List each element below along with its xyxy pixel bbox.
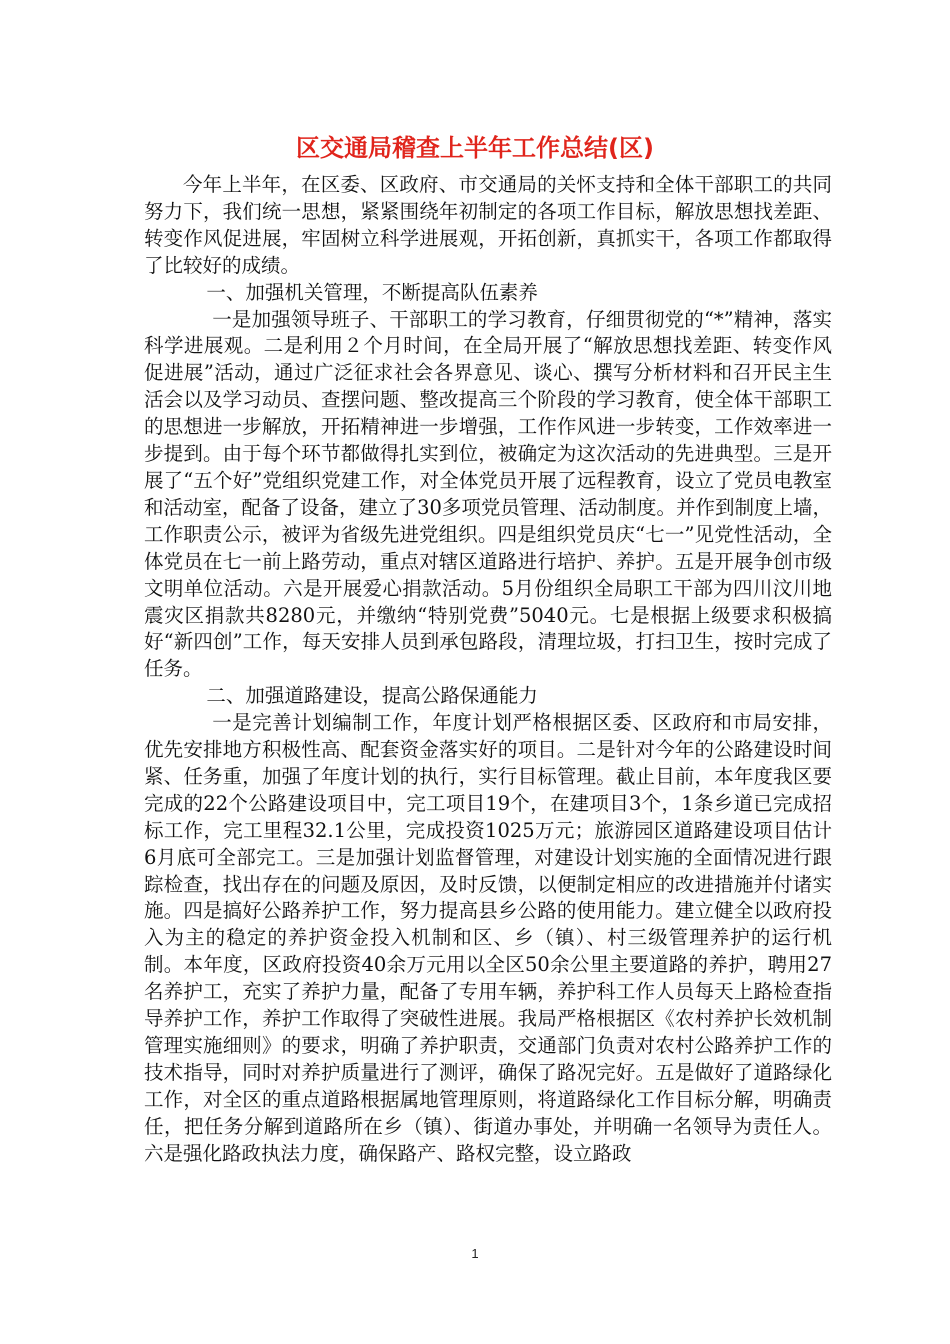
- document-title: 区交通局稽查上半年工作总结(区): [296, 134, 654, 162]
- section-2-paragraph: 一是完善计划编制工作，年度计划严格根据区委、区政府和市局安排，优先安排地方积极性高、配套资金落实好的项目。二是针对今年的公路建设时间紧、任务重，加强了年度计划的执行，实行目标管理。截止目前，本年度我区要完成的22个公路建设项目中，完工项目19个，在建项目3个，1条乡道已完成招标工作，完工里程32.1公里，完成投资1025万元；旅游园区道路建设项目估计6月底可全部完工。三是加强计划监督管理，对建设计划实施的全面情况进行跟踪检查，找出存在的问题及原因，及时反馈，以便制定相应的改进措施并付诸实施。四是搞好公路养护工作，努力提高县乡公路的使用能力。建立健全以政府投入为主的稳定的养护资金投入机制和区、乡（镇）、村三级管理养护的运行机制。本年度，区政府投资40余万元用以全区50余公里主要道路的养护，聘用27名养护工，充实了养护力量，配备了专用车辆，养护科工作人员每天上路检查指导养护工作，养护工作取得了突破性进展。我局严格根据区《农村养护长效机制管理实施细则》的要求，明确了养护职责，交通部门负责对农村公路养护工作的技术指导，同时对养护质量进行了测评，确保了路况完好。五是做好了道路绿化工作，对全区的重点道路根据属地管理原则，将道路绿化工作目标分解，明确责任，把任务分解到道路所在乡（镇）、街道办事处，并明确一名领导为责任人。六是强化路政执法力度，确保路产、路权完整，设立路政: [144, 711, 832, 1165]
- section-heading-1: 一、加强机关管理，不断提高队伍素养: [206, 280, 538, 304]
- intro-paragraph: 今年上半年，在区委、区政府、市交通局的关怀支持和全体干部职工的共同努力下，我们统一思想，紧紧围绕年初制定的各项工作目标，解放思想找差距、转变作风促进展，牢固树立科学进展观，开拓创新，真抓实干，各项工作都取得了比较好的成绩。: [144, 173, 832, 277]
- document-body: [144, 172, 832, 1168]
- page-number: 1: [471, 1246, 479, 1261]
- section-1-paragraph: 一是加强领导班子、干部职工的学习教育，仔细贯彻党的“*”精神，落实科学进展观。二是利用２个月时间，在全局开展了“解放思想找差距、转变作风促进展”活动，通过广泛征求社会各界意见、谈心、撰写分析材料和召开民主生活会以及学习动员、查摆问题、整改提高三个阶段的学习教育，使全体干部职工的思想进一步解放，开拓精神进一步增强，工作作风进一步转变，工作效率进一步提到。由于每个环节都做得扎实到位，被确定为这次活动的先进典型。三是开展了“五个好”党组织党建工作，对全体党员开展了远程教育，设立了党员电教室和活动室，配备了设备，建立了30多项党员管理、活动制度。并作到制度上墙，工作职责公示，被评为省级先进党组织。四是组织党员庆“七一”见党性活动，全体党员在七一前上路劳动，重点对辖区道路进行培护、养护。五是开展争创市级文明单位活动。六是开展爱心捐款活动。5月份组织全局职工干部为四川汶川地震灾区捐款共8280元，并缴纳“特别党费”5040元。七是根据上级要求积极搞好“新四创”工作，每天安排人员到承包路段，清理垃圾，打扫卫生，按时完成了任务。: [144, 307, 832, 681]
- section-heading-2: 二、加强道路建设，提高公路保通能力: [206, 684, 538, 708]
